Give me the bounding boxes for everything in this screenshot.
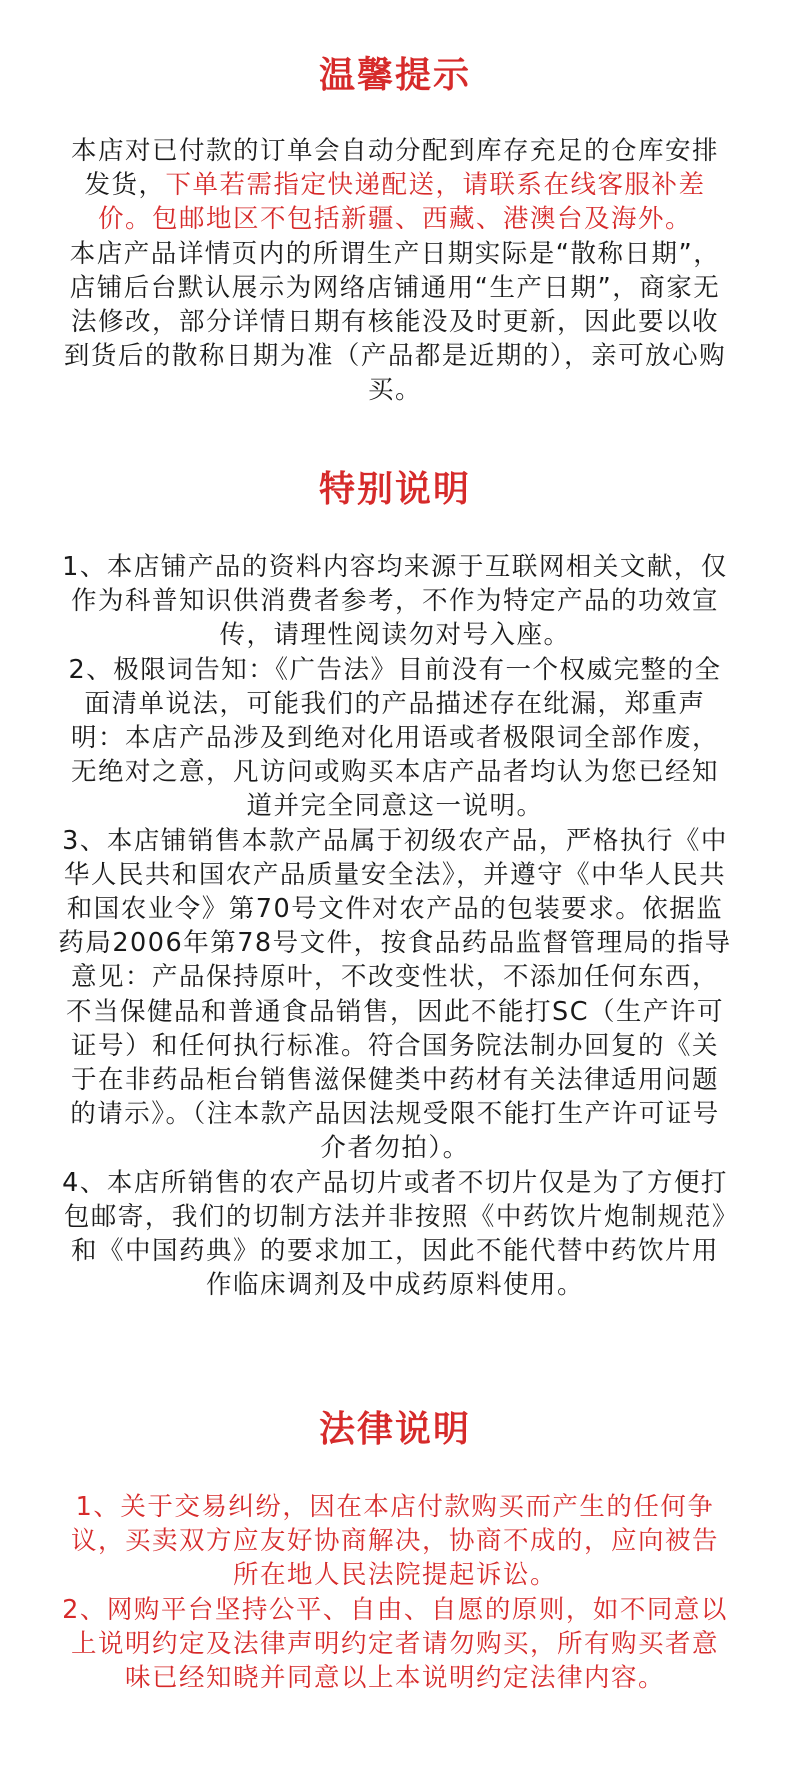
special-note-item-3: 3、本店铺销售本款产品属于初级农产品，严格执行《中华人民共和国农产品质量安全法》，并遵守《中华人民共和国农业令》第70号文件对农产品的包装要求。依据监药局2006年第78号文件，按食品药品监督管理局的指导意见：产品保持原叶，不改变性状，不添加任何东西，不当保健品和普通食品销售，因此不能打SC（生产许可证号）和任何执行标准。符合国务院法制办回复的《关于在非药品柜台销售滋保健类中药材有关法律适用问题的请示》。（注本款产品因法规受限不能打生产许可证号介者勿拍）。 (58, 825, 732, 1164)
special-notes-heading: 特别说明 (318, 469, 471, 510)
legal-notes-body (58, 1490, 732, 1695)
warm-tips-paragraph-1 (58, 134, 732, 237)
legal-notes-heading: 法律说明 (318, 1409, 471, 1450)
warm-tips-text-black: 本店对已付款的订单会自动分配到库存充足的仓库安排发货， (70, 136, 719, 201)
legal-note-item-2: 2、网购平台坚持公平、自由、自愿的原则，如不同意以上说明约定及法律声明约定者请勿购买，所有购买者意味已经知晓并同意以上本说明约定法律内容。 (62, 1594, 728, 1694)
special-notes-body (58, 550, 732, 1302)
special-note-item-2: 2、极限词告知：《广告法》目前没有一个权威完整的全面清单说法，可能我们的产品描述存在纰漏，郑重声明：本店产品涉及到绝对化用语或者极限词全部作废，无绝对之意，凡访问或购买本店产品者均认为您已经知道并完全同意这一说明。 (68, 654, 722, 822)
warm-tips-text-red: 下单若需指定快递配送，请联系在线客服补差价。包邮地区不包括新疆、西藏、港澳台及海外。 (97, 170, 706, 235)
special-note-item-4: 4、本店所销售的农产品切片或者不切片仅是为了方便打包邮寄，我们的切制方法并非按照《中药饮片炮制规范》和《中国药典》的要求加工，因此不能代替中药饮片用作临床调剂及中成药原料使用。 (62, 1167, 728, 1301)
warm-tips-paragraph-2: 本店产品详情页内的所谓生产日期实际是“散称日期”，店铺后台默认展示为网络店铺通用“生产日期”，商家无法修改，部分详情日期有核能没及时更新，因此要以收到货后的散称日期为准（产品都是近期的），亲可放心购买。 (63, 238, 727, 406)
warm-tips-body (58, 134, 732, 408)
legal-note-item-1: 1、关于交易纠纷，因在本店付款购买而产生的任何争议，买卖双方应友好协商解决，协商不成的，应向被告所在地人民法院提起诉讼。 (70, 1492, 719, 1591)
warm-tips-heading: 温馨提示 (318, 55, 471, 96)
special-note-item-1: 1、本店铺产品的资料内容均来源于互联网相关文献，仅作为科普知识供消费者参考，不作为特定产品的功效宣传，请理性阅读勿对号入座。 (62, 552, 728, 651)
